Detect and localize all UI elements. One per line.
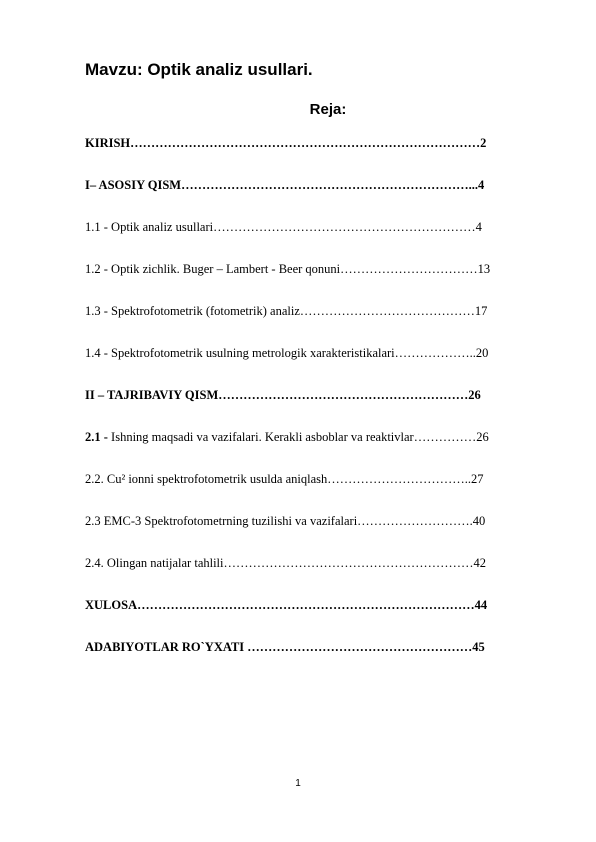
toc-entry-xulosa: XULOSA………………………………………………………………………44 xyxy=(85,598,488,612)
toc-entry-adabiyotlar: ADABIYOTLAR RO`YXATI ………………………………………………45 xyxy=(85,640,485,654)
toc-entry-1-2: 1.2 - Optik zichlik. Buger – Lambert - Beer qonuni……………………………13 xyxy=(85,262,491,276)
table-of-contents xyxy=(85,134,545,680)
toc-entry-1-1: 1.1 - Optik analiz usullari………………………………………………………4 xyxy=(85,220,482,234)
toc-entry-1-3: 1.3 - Spektrofotometrik (fotometrik) analiz……………………………………17 xyxy=(85,304,488,318)
page-number: 1 xyxy=(295,778,301,789)
toc-entry-1-4: 1.4 - Spektrofotometrik usulning metrologik xarakteristikalari………………..20 xyxy=(85,346,489,360)
toc-entry-2-1: 2.1 - Ishning maqsadi va vazifalari. Kerakli asboblar va reaktivlar……………26 xyxy=(85,430,489,444)
plan-heading: Reja: xyxy=(309,101,347,118)
toc-entry-2-4: 2.4. Olingan natijalar tahlili……………………………………………………42 xyxy=(85,556,487,570)
toc-entry-2-2: 2.2. Cu² ionni spektrofotometrik usulda aniqlash……………………………..27 xyxy=(85,472,484,486)
document-title: Mavzu: Optik analiz usullari. xyxy=(85,60,313,79)
toc-entry-2-3: 2.3 EMC-3 Spektrofotometrning tuzilishi va vazifalari……………………….40 xyxy=(85,514,486,528)
toc-entry-asosiy-qism: I– ASOSIY QISM……………………………………………………………...4 xyxy=(85,178,485,192)
toc-entry-kirish: KIRISH…………………………………………………………………………2 xyxy=(85,136,487,150)
toc-entry-tajribaviy-qism: II – TAJRIBAVIY QISM……………………………………………………26 xyxy=(85,388,481,402)
toc-entry-number: 2.1 - xyxy=(85,430,108,444)
